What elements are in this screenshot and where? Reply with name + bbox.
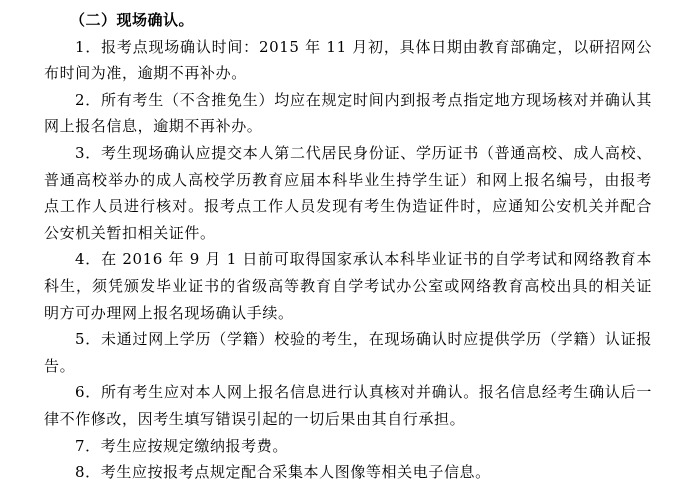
paragraph-item-4: 4．在 2016 年 9 月 1 日前可取得国家承认本科毕业证书的自学考试和网络教育本科生，须凭颁发毕业证书的省级高等教育自学考试办公室或网络教育高校出具的相关证明方可办理网上报名现场确认手续。 — [44, 250, 652, 322]
paragraph-item-7: 7．考生应按规定缴纳报考费。 — [75, 436, 288, 455]
paragraph-item-8: 8．考生应按报考点规定配合采集本人图像等相关电子信息。 — [75, 463, 491, 482]
document-body — [44, 7, 652, 486]
paragraph-item-1: 1．报考点现场确认时间：2015 年 11 月初，具体日期由教育部确定，以研招网公布时间为准，逾期不再补办。 — [44, 37, 652, 83]
section-heading: （二）现场确认。 — [70, 11, 195, 29]
paragraph-item-3: 3．考生现场确认应提交本人第二代居民身份证、学历证书（普通高校、成人高校、普通高校举办的成人高校学历教育应届本科毕业生持学生证）和网上报名编号，由报考点工作人员进行核对。报考点工作人员发现有考生伪造证件时，应通知公安机关并配合公安机关暂扣相关证件。 — [44, 143, 652, 242]
paragraph-item-2: 2．所有考生（不含推免生）均应在规定时间内到报考点指定地方现场核对并确认其网上报名信息，逾期不再补办。 — [44, 90, 652, 136]
paragraph-item-6: 6．所有考生应对本人网上报名信息进行认真核对并确认。报名信息经考生确认后一律不作修改，因考生填写错误引起的一切后果由其自行承担。 — [44, 383, 652, 428]
paragraph-item-5: 5．未通过网上学历（学籍）校验的考生，在现场确认时应提供学历（学籍）认证报告。 — [44, 330, 652, 375]
